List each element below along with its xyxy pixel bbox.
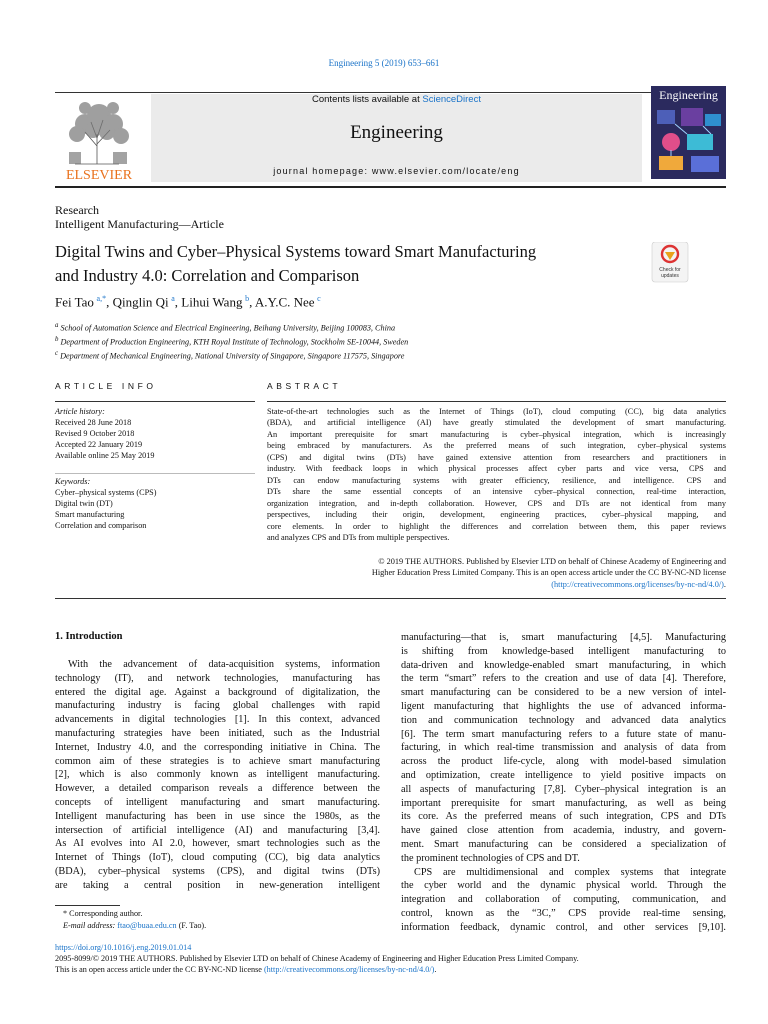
affiliation-sup: c [55, 350, 59, 358]
title-line: Digital Twins and Cyber–Physical Systems toward Smart Manufacturing [55, 242, 537, 261]
article-info-rule [55, 401, 255, 402]
article-title [55, 240, 645, 288]
section-research: Research [55, 203, 99, 217]
keyword[interactable]: Cyber–physical systems (CPS) [55, 488, 157, 497]
footer-license-link[interactable]: (http://creativecommons.org/licenses/by-nc-nd/4.0/) [263, 965, 435, 975]
body-line: With the advancement of data-acquisition systems, information [68, 659, 380, 670]
sciencedirect-link[interactable]: ScienceDirect [422, 94, 481, 105]
body-line: the prominent technologies of CPS and DT. [401, 852, 580, 864]
crossmark-icon [650, 242, 690, 284]
cover-title: Engineering [659, 88, 718, 102]
author-affil-sup[interactable]: c [317, 294, 321, 303]
author-name[interactable]: Fei Tao [55, 294, 94, 310]
body-line: common aim of these strategies is to achieve smart manufacturing [55, 755, 380, 767]
body-line: the cyber world and the dynamic physical world. Through the [401, 880, 726, 892]
body-line: the term “smart” refers to the creation and use of data [4]. Therefore, [401, 673, 726, 685]
footer-license-line [55, 964, 726, 975]
keywords-rule [55, 473, 255, 474]
license-tail: . [723, 579, 726, 589]
body-line: Internet, Industry 4.0, and the corresponding initiative in China. The [55, 741, 380, 753]
crossmark-label-1: Check for [659, 267, 681, 273]
abstract-line: and analyzes CPS and DTs from multiple perspectives. [267, 532, 450, 542]
email-label: E-mail address: [63, 920, 118, 930]
body-line: (BDA), cyber–physical systems (CPS), and digital twins (DTs) [55, 865, 380, 877]
history-accepted: Accepted 22 January 2019 [55, 440, 143, 449]
footer-license-prefix: This is an open access article under the CC BY-NC-ND license [55, 965, 264, 975]
abstract-line: perspectives, including their origin, development, engineering practices, cyber–physical mapping, and [267, 510, 726, 520]
affiliation [55, 334, 408, 348]
abstract-line: being embraced by manufacturers. As the preferred means of such integration, cyber–physical systems [267, 441, 726, 451]
abstract-line: core elements. In order to highlight the differences and correlation between them, this paper reviews [267, 521, 726, 531]
body-line: control, known as the “3C,” CPS provide real-time sensing, [401, 907, 726, 919]
body-line: integration and collaboration of computing, communication, and [401, 894, 726, 906]
body-line: concepts of intelligent manufacturing and smart manufacturing. [55, 796, 380, 808]
body-line: technology (IT), and network technologies, manufacturing has [55, 672, 380, 684]
history-revised: Revised 9 October 2018 [55, 429, 135, 438]
keyword[interactable]: Correlation and comparison [55, 521, 147, 530]
body-line: manufacturing strategies have been initiated, such as the Industrial [55, 727, 380, 739]
affiliation-text: School of Automation Science and Electrical Engineering, Beihang University, Beijing 100083, China [60, 323, 396, 333]
body-column-left [55, 658, 380, 893]
abstract-line: (CPS) and digital twins (DTs) have gained extensive attention from researchers and practitioners in [267, 452, 726, 462]
page-footer [55, 942, 726, 976]
corresponding-author: * Corresponding author. [63, 909, 143, 918]
keyword[interactable]: Digital twin (DT) [55, 499, 113, 508]
footer-license-tail: . [434, 965, 437, 975]
abstract-bottom-rule [55, 598, 726, 599]
crossmark-label-2: updates [661, 273, 679, 279]
keywords-label: Keywords: [55, 477, 91, 486]
affiliation-text: Department of Production Engineering, KTH Royal Institute of Technology, Stockholm SE-10044, Sweden [60, 337, 409, 347]
journal-homepage[interactable]: journal homepage: www.elsevier.com/locate/eng [273, 166, 520, 176]
article-info-heading: ARTICLE INFO [55, 381, 157, 391]
footnote [55, 908, 206, 931]
body-line: ligent manufacturing that highlights the use of advanced informa- [401, 700, 726, 712]
author-affil-sup[interactable]: a [171, 294, 175, 303]
email-line [55, 920, 206, 932]
body-line: ment. Smart manufacturing can be considered a specialization of [401, 838, 726, 850]
body-line: [6]. The term smart manufacturing refers to a future state of manu- [401, 728, 726, 740]
author-name[interactable]: Qinglin Qi [112, 294, 169, 310]
section-type: Intelligent Manufacturing—Article [55, 217, 224, 231]
contents-prefix: Contents lists available at [312, 94, 423, 105]
body-line: manufacturing—that is, smart manufacturing [4,5]. Manufacturing [401, 632, 726, 643]
title-line: and Industry 4.0: Correlation and Comparison [55, 266, 360, 285]
body-line: all aspects of manufacturing [7,8]. Cyber–physical integration is an [401, 783, 726, 795]
abstract-line: DTs can endow manufacturing systems with greater efficiency, resilience, and intelligence. CPS and [267, 475, 726, 485]
abstract-rule [267, 401, 726, 402]
journal-name: Engineering [350, 122, 443, 143]
body-line: smart manufacturing can be considered to be a new version of intel- [401, 687, 726, 699]
email-tail: (F. Tao). [176, 920, 207, 930]
body-line: manufacturing industry is facing global challenges with rapid [55, 700, 380, 712]
affiliation-sup: b [55, 336, 59, 344]
abstract-line: (BDA), and artificial intelligence (AI) have greatly stimulated the development of smart manufacturing. [267, 418, 726, 428]
abstract-line: DTs share the same essential concepts of an intensive cyber–physical connection, real-time interaction, [267, 487, 726, 497]
contents-line [151, 94, 642, 105]
author-affil-sup[interactable]: b [245, 294, 250, 303]
body-line: facturing, in which real-time transmission and analysis of data from [401, 742, 726, 754]
body-line: is shifting from knowledge-based intelligent manufacturing to [401, 645, 726, 657]
body-line: entered the digital age. Against a background of digitalization, the [55, 686, 380, 698]
elsevier-logo [55, 94, 143, 184]
issn-line: 2095-8099/© 2019 THE AUTHORS. Published by Elsevier LTD on behalf of Chinese Academy of Engineering and Higher Education Press Limited Company. [55, 954, 579, 964]
body-column-right [401, 631, 726, 935]
author-affil-sup[interactable]: a,* [96, 294, 107, 303]
abstract-line: State-of-the-art technologies such as the Internet of Things (IoT), cloud computing (CC), big data analytics [267, 407, 726, 416]
history-online: Available online 25 May 2019 [55, 451, 155, 460]
copyright-line: Higher Education Press Limited Company. This is an open access article under the CC BY-NC-ND license [371, 568, 726, 578]
abstract-line: industry. With feedback loops in which physical processes affect cyber parts and vice versa, CPS and [267, 464, 726, 474]
check-for-updates-button[interactable] [650, 242, 690, 282]
body-line: Intelligent manufacturing has been in use since the 1980s, as the [55, 810, 380, 822]
affiliation-text: Department of Mechanical Engineering, National University of Singapore, Singapore 117575, Singapore [60, 352, 405, 362]
keyword[interactable]: Smart manufacturing [55, 510, 125, 519]
body-line: are taking a central position in new-generation intelligent [55, 879, 380, 891]
body-line: [2], which is also commonly known as intelligent manufacturing. [55, 769, 380, 781]
body-line: As AI evolves into AI 2.0, however, smart technologies such as the [55, 838, 380, 850]
email-link[interactable]: ftao@buaa.edu.cn [117, 920, 177, 930]
journal-reference[interactable]: Engineering 5 (2019) 653–661 [328, 58, 440, 68]
body-line: advancements in digital technologies [1]. In this context, advanced [55, 714, 380, 726]
body-line: important prerequisite for smart manufacturing, as well as being [401, 797, 726, 809]
elsevier-tree-icon [55, 94, 143, 184]
body-line: information feedback, dynamic control, and other services [9,10]. [401, 921, 726, 933]
history-received: Received 28 June 2018 [55, 418, 132, 427]
journal-cover [651, 86, 726, 179]
article-section [55, 203, 224, 231]
abstract-body [267, 406, 726, 543]
affiliations [55, 320, 408, 363]
elsevier-wordmark: ELSEVIER [65, 168, 133, 183]
license-link[interactable]: (http://creativecommons.org/licenses/by-nc-nd/4.0/) [551, 579, 724, 589]
body-line: However, a detailed comparison reveals a difference between the [55, 783, 380, 795]
author-name[interactable]: Lihui Wang [181, 294, 243, 310]
affiliation [55, 348, 408, 362]
history-label: Article history: [55, 407, 105, 416]
copyright-line: © 2019 THE AUTHORS. Published by Elsevier LTD on behalf of Chinese Academy of Engineering and [378, 557, 726, 566]
body-line: have gained close attention from academia, industry, and govern- [401, 825, 726, 837]
abstract-heading: ABSTRACT [267, 381, 342, 391]
body-line: its core. As the preferred means of such integration, CPS and DTs [401, 811, 726, 823]
footnote-rule [55, 905, 120, 906]
doi-link[interactable]: https://doi.org/10.1016/j.eng.2019.01.014 [55, 943, 192, 952]
abstract-line: organization integration, and in-depth collaboration. However, CPS and DTs are not identical from many [267, 498, 726, 508]
body-line: intersection of artificial intelligence (AI) and manufacturing [3,4]. [55, 824, 380, 836]
keywords [55, 476, 156, 531]
abstract-line: An important prerequisite for smart manufacturing is cyber–physical integration, which is increasingly [267, 429, 726, 439]
header-rule-bottom [55, 186, 726, 188]
body-line: CPS are multidimensional and complex systems that integrate [414, 866, 726, 878]
article-history [55, 406, 154, 461]
abstract-copyright [267, 556, 726, 590]
header-rule-top [55, 92, 726, 93]
body-line: across the product life-cycle, along with model-based simulation [401, 756, 726, 768]
author-list: Fei Tao $^{a,*}$, Qinglin Qi $^a$, Lihui Wang $^b$, A.Y.C. Nee $^c$ [55, 294, 321, 310]
affiliation-sup: a [55, 322, 59, 329]
body-line: data-driven and knowledge-enabled smart manufacturing, in which [401, 659, 726, 671]
section-heading-introduction: 1. Introduction [55, 631, 123, 642]
body-line: and optimization, create intelligence to yield positive impacts on [401, 769, 726, 781]
body-line: tion and communication technology and advanced data analytics [401, 714, 726, 726]
affiliation [55, 320, 408, 334]
author-name[interactable]: A.Y.C. Nee [254, 294, 315, 310]
body-line: Internet of Things (IoT), cloud computing (CC), big data analytics [55, 852, 380, 864]
